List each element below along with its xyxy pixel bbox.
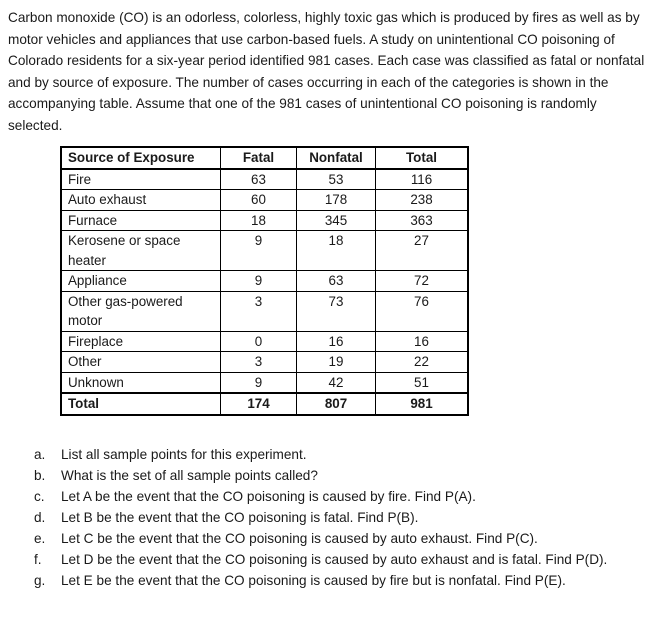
fatal-cell: 18 xyxy=(221,210,297,231)
exposure-table xyxy=(60,146,469,416)
header-nonfatal: Nonfatal xyxy=(297,147,376,169)
question-marker: c. xyxy=(34,489,45,504)
grand-total-cell: 981 xyxy=(376,393,469,415)
question-list xyxy=(0,444,640,591)
question-item xyxy=(0,465,640,486)
table-row xyxy=(61,169,468,190)
total-label-cell: Total xyxy=(61,393,221,415)
source-cell: Kerosene or space heater xyxy=(61,231,221,271)
fatal-cell: 3 xyxy=(221,291,297,331)
fatal-total-cell: 174 xyxy=(221,393,297,415)
fatal-cell: 0 xyxy=(221,331,297,352)
header-source: Source of Exposure xyxy=(61,147,221,169)
total-cell: 116 xyxy=(376,169,469,190)
table-row xyxy=(61,190,468,211)
source-cell: Appliance xyxy=(61,271,221,292)
question-marker: b. xyxy=(34,468,46,483)
total-cell: 72 xyxy=(376,271,469,292)
nonfatal-cell: 178 xyxy=(297,190,376,211)
total-cell: 16 xyxy=(376,331,469,352)
nonfatal-cell: 18 xyxy=(297,231,376,271)
question-text: Let E be the event that the CO poisoning is caused by fire but is nonfatal. Find P(E). xyxy=(61,573,566,588)
fatal-cell: 9 xyxy=(221,231,297,271)
source-cell: Other xyxy=(61,352,221,373)
question-marker: a. xyxy=(34,447,46,462)
table-row xyxy=(61,210,468,231)
nonfatal-cell: 63 xyxy=(297,271,376,292)
source-cell: Auto exhaust xyxy=(61,190,221,211)
question-item xyxy=(0,549,640,570)
intro-paragraph: Carbon monoxide (CO) is an odorless, colorless, highly toxic gas which is produced by fires as well as by motor vehicles and appliances that use carbon-based fuels. A study on unintentional CO poisoning of Colorado residents for a six-year period identified 981 cases. Each case was classified as fatal or nonfatal and by source of exposure. The number of cases occurring in each of the categories is shown in the accompanying table. Assume that one of the 981 cases of unintentional CO poisoning is randomly selected. xyxy=(8,10,645,133)
nonfatal-cell: 345 xyxy=(297,210,376,231)
question-marker: g. xyxy=(34,573,46,588)
table-row xyxy=(61,352,468,373)
table-row xyxy=(61,372,468,393)
fatal-cell: 9 xyxy=(221,372,297,393)
table-row xyxy=(61,231,468,271)
total-cell: 22 xyxy=(376,352,469,373)
question-marker: d. xyxy=(34,510,46,525)
question-marker: e. xyxy=(34,531,46,546)
question-text: Let D be the event that the CO poisoning is caused by auto exhaust and is fatal. Find P(D). xyxy=(61,552,608,567)
source-cell: Furnace xyxy=(61,210,221,231)
table-row xyxy=(61,331,468,352)
source-cell: Fire xyxy=(61,169,221,190)
table-row xyxy=(61,271,468,292)
total-cell: 76 xyxy=(376,291,469,331)
table-row xyxy=(61,291,468,331)
nonfatal-cell: 42 xyxy=(297,372,376,393)
nonfatal-cell: 19 xyxy=(297,352,376,373)
question-item xyxy=(0,528,640,549)
total-cell: 51 xyxy=(376,372,469,393)
fatal-cell: 3 xyxy=(221,352,297,373)
question-marker: f. xyxy=(34,552,42,567)
question-text: Let B be the event that the CO poisoning is fatal. Find P(B). xyxy=(61,510,419,525)
nonfatal-cell: 73 xyxy=(297,291,376,331)
total-cell: 27 xyxy=(376,231,469,271)
question-text: Let C be the event that the CO poisoning is caused by auto exhaust. Find P(C). xyxy=(61,531,538,546)
question-text: Let A be the event that the CO poisoning is caused by fire. Find P(A). xyxy=(61,489,476,504)
total-cell: 363 xyxy=(376,210,469,231)
question-text: List all sample points for this experiment. xyxy=(61,447,307,462)
nonfatal-cell: 53 xyxy=(297,169,376,190)
table-header-row xyxy=(61,147,468,169)
question-item xyxy=(0,486,640,507)
question-item xyxy=(0,507,640,528)
source-cell: Other gas-powered motor xyxy=(61,291,221,331)
question-item xyxy=(0,444,640,465)
table-total-row xyxy=(61,393,468,415)
source-cell: Fireplace xyxy=(61,331,221,352)
fatal-cell: 63 xyxy=(221,169,297,190)
header-fatal: Fatal xyxy=(221,147,297,169)
question-text: What is the set of all sample points called? xyxy=(61,468,318,483)
source-cell: Unknown xyxy=(61,372,221,393)
fatal-cell: 9 xyxy=(221,271,297,292)
nonfatal-cell: 16 xyxy=(297,331,376,352)
question-item xyxy=(0,570,640,591)
nonfatal-total-cell: 807 xyxy=(297,393,376,415)
total-cell: 238 xyxy=(376,190,469,211)
fatal-cell: 60 xyxy=(221,190,297,211)
header-total: Total xyxy=(376,147,469,169)
